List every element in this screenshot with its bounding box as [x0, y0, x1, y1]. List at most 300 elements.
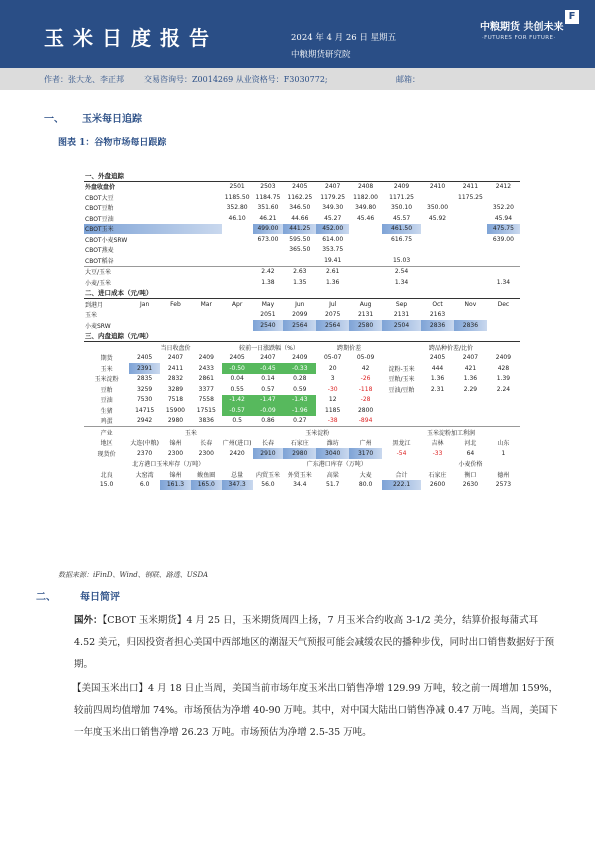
table-cell: 2580 — [349, 320, 382, 331]
table-cell: -28 — [360, 396, 371, 404]
section-header-row — [84, 170, 520, 181]
table-cell — [253, 245, 284, 256]
table-cell — [421, 277, 454, 288]
table-cell: 2835 — [136, 375, 153, 383]
table-cell: 1175.25 — [458, 193, 483, 201]
column-header: May — [261, 300, 275, 308]
table-cell — [454, 405, 487, 416]
table-cell: -118 — [358, 385, 373, 393]
tracking-table — [84, 170, 520, 490]
report-date: 2024 年 4 月 26 日 星期五 — [291, 33, 397, 43]
column-header: Oct — [432, 300, 443, 308]
table-cell: -30 — [327, 385, 338, 393]
table-cell: 444 — [431, 364, 444, 372]
table-cell: CBOT大豆 — [85, 194, 114, 202]
table-cell: 349.80 — [355, 204, 377, 212]
table-cell: 2564 — [316, 320, 349, 331]
group-header: 玉米淀粉加工利润 — [382, 427, 520, 438]
table-row — [84, 416, 520, 427]
table-cell: 小麦SRW — [85, 322, 111, 330]
section-title: 玉米每日追踪 — [82, 114, 142, 125]
table-cell — [487, 310, 520, 321]
table-cell: 3170 — [349, 448, 382, 459]
table-cell: 2300 — [198, 449, 214, 457]
column-header — [382, 353, 421, 364]
column-header: 吉林 — [431, 440, 444, 448]
table-cell: 2.31 — [430, 385, 445, 393]
table-cell: -1.42 — [222, 395, 253, 406]
table-cell: 1.38 — [261, 278, 275, 286]
column-header: 2503 — [260, 183, 276, 191]
table-cell — [454, 203, 487, 214]
column-header: 2409 — [495, 354, 512, 362]
table-cell — [84, 342, 129, 353]
column-header: 2501 — [229, 183, 245, 191]
table-cell: 0.57 — [261, 385, 275, 393]
column-header: 期货 — [100, 355, 113, 363]
table-row — [84, 277, 520, 288]
table-cell: 0.27 — [293, 417, 307, 425]
table-cell: CBOT玉米 — [84, 224, 222, 235]
table-cell — [454, 416, 487, 427]
table-cell: 461.50 — [382, 224, 421, 235]
table-cell: CBOT豆油 — [85, 215, 114, 223]
column-header: Aug — [359, 300, 372, 308]
table-cell: 2573 — [495, 481, 512, 489]
table-cell: CBOT小麦SRW — [85, 236, 128, 244]
table-cell — [421, 245, 454, 256]
section-header-row — [84, 288, 520, 299]
table-cell: 3289 — [167, 385, 184, 393]
table-row — [84, 320, 520, 331]
table-cell — [421, 224, 454, 235]
table-cell: 616.75 — [391, 235, 413, 243]
table-row — [84, 310, 520, 321]
table-row — [84, 234, 520, 245]
section-heading-1 — [44, 110, 142, 125]
table-cell: 45.27 — [324, 214, 342, 222]
table-cell — [454, 245, 487, 256]
table-cell: 352.20 — [492, 204, 514, 212]
table-cell — [454, 310, 487, 321]
table-cell: 2420 — [229, 449, 245, 457]
column-header: 2409 — [292, 354, 308, 362]
table-cell — [454, 277, 487, 288]
table-cell: 1.34 — [496, 278, 511, 286]
column-header: 2405 — [229, 354, 245, 362]
column-header: 2411 — [462, 183, 479, 191]
column-header: 2407 — [260, 354, 276, 362]
table-cell: 产业 — [84, 427, 129, 438]
column-header: Feb — [170, 300, 181, 308]
table-cell — [487, 192, 520, 203]
table-cell: 3259 — [136, 385, 153, 393]
table-cell: 1.36 — [326, 278, 340, 286]
table-row — [84, 266, 520, 277]
table-row — [84, 374, 520, 385]
table-cell: -38 — [327, 417, 338, 425]
table-cell: 7558 — [198, 396, 214, 404]
table-cell: 1.34 — [394, 278, 409, 286]
table-cell — [421, 405, 454, 416]
group-header-row — [84, 459, 520, 470]
header-row — [84, 353, 520, 364]
table-cell: 2051 — [260, 311, 276, 319]
table-cell: 165.0 — [191, 480, 222, 491]
table-cell: 2942 — [136, 417, 153, 425]
table-cell: 1.36 — [463, 375, 478, 383]
table-cell — [222, 224, 253, 235]
group-header: 跨期价差 — [337, 344, 362, 352]
table-cell: 2433 — [198, 364, 214, 372]
table-cell — [421, 234, 454, 245]
table-cell: 1185.50 — [224, 193, 250, 201]
column-header: 到港月 — [85, 301, 104, 309]
table-cell — [349, 266, 382, 277]
table-cell — [349, 224, 382, 235]
column-header: 锦州 — [169, 471, 182, 479]
table-cell: 45.46 — [356, 214, 375, 222]
column-header: 总量 — [231, 471, 244, 479]
section-header: 三、内盘追踪（元/吨） — [84, 331, 520, 342]
table-cell: 2.24 — [496, 385, 511, 393]
table-cell: 346.50 — [289, 204, 311, 212]
table-cell: -0.45 — [253, 363, 284, 374]
table-cell: 595.50 — [289, 235, 311, 243]
table-cell: 淀粉-玉米 — [388, 365, 415, 373]
table-cell — [454, 224, 487, 235]
column-header: Jan — [140, 300, 150, 308]
report-title: 玉米日度报告 — [44, 26, 218, 50]
table-cell: 2099 — [292, 311, 308, 319]
table-cell: -33 — [432, 449, 443, 457]
table-cell: 1182.00 — [353, 193, 378, 201]
column-header: 2407 — [462, 354, 479, 362]
table-cell: 44.66 — [291, 214, 309, 222]
table-cell: 2.42 — [253, 266, 284, 277]
table-cell: 421 — [464, 364, 477, 372]
table-cell — [160, 310, 191, 321]
table-cell: 0.59 — [293, 385, 307, 393]
column-header: Apr — [231, 300, 243, 308]
table-cell — [382, 245, 421, 256]
table-cell — [421, 255, 454, 266]
table-cell: 45.92 — [428, 214, 447, 222]
column-header: 广州 — [359, 440, 372, 448]
column-header: Sep — [395, 300, 408, 308]
table-cell: 2075 — [325, 311, 341, 319]
table-cell — [222, 266, 253, 277]
column-header: 北良 — [100, 471, 113, 479]
section-header-row — [84, 331, 520, 342]
table-cell: 499.00 — [253, 224, 284, 235]
table-cell: 2836 — [421, 320, 454, 331]
section-number: 一、 — [44, 114, 64, 125]
table-cell: 351.60 — [257, 204, 279, 212]
table-cell: -894 — [358, 417, 373, 425]
section-number: 二、 — [36, 592, 56, 603]
table-cell: 3 — [330, 375, 335, 383]
header-banner — [0, 0, 595, 68]
table-cell: 14715 — [135, 406, 155, 414]
table-cell: 0.14 — [261, 375, 275, 383]
column-header: 广州(进口) — [222, 440, 252, 448]
table-cell: 2630 — [462, 481, 479, 489]
table-row — [84, 203, 520, 214]
table-cell: 2564 — [283, 320, 316, 331]
institute-name: 中粮期货研究院 — [291, 50, 351, 60]
table-row — [84, 395, 520, 406]
table-cell: 豆粕/玉米 — [388, 376, 415, 384]
column-header: 2409 — [198, 354, 214, 362]
paragraph-label: 国外： — [74, 615, 103, 626]
table-cell: 347.3 — [222, 480, 253, 491]
table-cell — [222, 320, 253, 331]
column-header: 2405 — [429, 354, 446, 362]
table-cell: 玉米淀粉 — [94, 376, 119, 384]
section-title: 每日简评 — [80, 592, 120, 603]
table-cell: 玉米 — [100, 365, 113, 373]
table-cell: 1 — [501, 449, 506, 457]
table-cell — [421, 395, 454, 406]
table-cell: 2800 — [357, 406, 374, 414]
column-header: Nov — [464, 300, 477, 308]
column-header: Jul — [329, 300, 337, 308]
column-header: 大连(中粮) — [130, 440, 159, 448]
table-cell — [454, 234, 487, 245]
table-cell — [382, 405, 421, 416]
table-cell: CBOT稻谷 — [85, 257, 114, 265]
table-cell: CBOT燕麦 — [85, 247, 114, 255]
table-cell: 豆油 — [100, 397, 113, 405]
table-cell: 2131 — [393, 311, 410, 319]
column-header: 2405 — [292, 183, 308, 191]
group-header-row — [84, 342, 520, 353]
table-cell: 0.28 — [293, 375, 307, 383]
logo-mark-icon: F — [565, 10, 579, 24]
table-cell: 2391 — [129, 363, 160, 374]
section-header: 一、外盘追踪 — [84, 170, 520, 181]
table-cell — [191, 320, 222, 331]
table-row — [84, 245, 520, 256]
table-cell: 7530 — [136, 396, 153, 404]
table-row — [84, 480, 520, 491]
table-cell: 3040 — [316, 448, 349, 459]
table-cell — [222, 277, 253, 288]
table-cell: 452.00 — [316, 224, 349, 235]
column-header: 外贸玉米 — [287, 471, 312, 479]
table-cell: 0.86 — [261, 417, 275, 425]
table-cell: -1.47 — [253, 395, 284, 406]
table-cell — [421, 266, 454, 277]
company-slogan: ·FUTURES FOR FUTURE· — [482, 35, 556, 41]
table-cell: 56.0 — [261, 481, 275, 489]
table-cell: 1184.75 — [255, 193, 281, 201]
table-cell: 365.50 — [289, 246, 311, 254]
table-cell: 222.1 — [382, 480, 421, 491]
table-cell: 15.0 — [99, 481, 114, 489]
header-row — [84, 181, 520, 192]
table-cell: 34.4 — [293, 481, 307, 489]
table-cell: 2.29 — [463, 385, 478, 393]
table-cell: 豆粕 — [100, 386, 113, 394]
column-header: 合计 — [395, 471, 408, 479]
column-header: 黑龙江 — [392, 440, 411, 448]
table-cell — [454, 255, 487, 266]
table-cell: 15.03 — [392, 256, 411, 264]
table-cell: -0.09 — [253, 405, 284, 416]
table-cell: 1.39 — [496, 375, 511, 383]
table-cell: 475.75 — [487, 224, 520, 235]
table-cell: 353.75 — [322, 246, 344, 254]
table-cell: 428 — [497, 364, 510, 372]
table-cell: 鸡蛋 — [100, 418, 113, 426]
table-cell: 17515 — [196, 406, 216, 414]
table-cell: 42 — [361, 364, 370, 372]
table-cell: -0.33 — [283, 363, 316, 374]
table-cell: 生猪 — [100, 407, 113, 415]
author-bar — [0, 68, 595, 90]
table-cell: 玉米 — [85, 312, 98, 320]
table-cell — [253, 255, 284, 266]
column-header: 锦州 — [169, 440, 182, 448]
table-cell: 2.63 — [283, 266, 316, 277]
column-header: 高粱 — [326, 471, 339, 479]
table-cell: 3377 — [198, 385, 214, 393]
table-cell: 2131 — [357, 311, 374, 319]
table-cell — [487, 266, 520, 277]
table-row — [84, 255, 520, 266]
table-cell — [421, 416, 454, 427]
table-cell — [454, 395, 487, 406]
table-cell: 6.0 — [139, 481, 150, 489]
group-header: 小麦价格 — [458, 461, 483, 469]
table-cell — [129, 320, 160, 331]
table-cell: -26 — [360, 375, 371, 383]
table-cell: 2980 — [167, 417, 184, 425]
table-cell: -1.96 — [283, 405, 316, 416]
table-cell: 3836 — [198, 417, 214, 425]
column-header: 石家庄 — [290, 440, 309, 448]
table-cell: 639.00 — [492, 235, 514, 243]
table-row — [84, 213, 520, 224]
group-header: 玉米 — [129, 427, 252, 438]
table-cell: 1162.25 — [287, 193, 313, 201]
group-header-row — [84, 427, 520, 438]
table-cell: 0.04 — [230, 375, 244, 383]
comment-paragraph-2 — [74, 678, 559, 744]
column-header: 衡口 — [464, 471, 477, 479]
table-cell: 1179.25 — [320, 193, 346, 201]
table-cell: 51.7 — [326, 481, 340, 489]
table-cell: -0.57 — [222, 405, 253, 416]
comment-paragraph-1 — [74, 610, 559, 676]
table-cell — [160, 320, 191, 331]
column-header: 2409 — [393, 183, 410, 191]
column-header: 2412 — [495, 183, 512, 191]
column-header: Jun — [295, 300, 305, 308]
table-cell — [222, 245, 253, 256]
column-header: Mar — [200, 300, 212, 308]
column-header: 石家庄 — [428, 471, 447, 479]
column-header: 05-09 — [356, 354, 375, 362]
group-header: 玉米淀粉 — [253, 427, 383, 438]
table-cell: 349.30 — [322, 204, 344, 212]
table-cell: 45.94 — [494, 214, 513, 222]
table-cell — [454, 213, 487, 224]
table-cell: 2411 — [167, 364, 184, 372]
column-header: 潍坊 — [326, 440, 339, 448]
table-cell — [129, 310, 160, 321]
table-row — [84, 384, 520, 395]
table-row — [84, 448, 520, 459]
table-cell: 614.00 — [322, 235, 344, 243]
table-cell — [222, 234, 253, 245]
table-cell — [487, 255, 520, 266]
table-cell: 20 — [328, 364, 337, 372]
table-cell — [487, 416, 520, 427]
group-header: 当日收盘价 — [160, 344, 191, 352]
table-cell — [487, 405, 520, 416]
table-cell: 46.21 — [259, 214, 277, 222]
table-row — [84, 224, 520, 235]
market-tracking-table — [84, 170, 520, 552]
paragraph-text: 【美国玉米出口】4 月 18 日止当周，美国当前市场年度玉米出口销售净增 129.99 万吨，较之前一周增加 159%，较前四周均值增加 74%。市场预估为净增 40-90 万吨。其中，对中国大陆出口销售净减 0.47 万吨。当周，美国下一年度玉米出口销售净增 26.23 万吨。市场预估为净增 2.5-35 万吨。 — [72, 683, 559, 738]
table-cell: 350.00 — [427, 204, 449, 212]
table-cell: 2370 — [136, 449, 153, 457]
table-cell: 80.0 — [358, 481, 373, 489]
table-cell: 0.5 — [232, 417, 242, 425]
license-number: 交易咨询号：Z0014269 从业资格号：F3030772; — [144, 75, 328, 84]
table-cell: 0.55 — [230, 385, 244, 393]
column-header: 2407 — [325, 183, 341, 191]
column-header: 山东 — [497, 440, 510, 448]
email-label: 邮箱： — [396, 75, 420, 84]
column-header: 德州 — [497, 471, 510, 479]
table-cell: 2540 — [253, 320, 284, 331]
header-row — [84, 438, 520, 449]
table-cell: 45.57 — [392, 214, 411, 222]
table-cell: CBOT豆粕 — [85, 205, 114, 213]
table-cell — [349, 255, 382, 266]
group-header: 跨品种价差/比价 — [429, 344, 474, 352]
table-cell: 2300 — [167, 449, 184, 457]
table-cell — [222, 255, 253, 266]
table-cell: 小麦/玉米 — [85, 279, 112, 287]
column-header: 鲅鱼圈 — [197, 471, 216, 479]
table-cell: 2.61 — [316, 266, 349, 277]
header-row — [84, 469, 520, 480]
section-heading-2 — [36, 588, 120, 603]
table-cell — [349, 245, 382, 256]
paragraph-text: 【CBOT 玉米期货】4 月 25 日，玉米期货周四上扬，7 月玉米合约收高 3-1/2 美分，结算价报每蒲式耳 4.52 美元，归因投资者担心美国中西部地区的潮湿天气预报可能会减缓农民的播种步伐，同时出口销售数据好于预期。 — [74, 615, 555, 670]
table-cell: 现货价 — [97, 450, 116, 458]
table-cell: 673.00 — [257, 235, 279, 243]
table-cell: 1.35 — [293, 278, 307, 286]
column-header: 河北 — [464, 440, 477, 448]
table-cell: 豆油/豆粕 — [388, 386, 415, 394]
column-header: 长春 — [261, 440, 274, 448]
table-cell: 352.80 — [226, 204, 248, 212]
table-row — [84, 192, 520, 203]
table-cell: 1171.25 — [389, 193, 414, 201]
column-header: 大麦 — [359, 471, 372, 479]
table-cell — [382, 416, 421, 427]
table-row — [84, 363, 520, 374]
table-cell: 2.54 — [382, 266, 421, 277]
table-cell: -1.43 — [283, 395, 316, 406]
data-source-note: 数据来源：iFinD、Wind、钢联、路透、USDA — [58, 571, 209, 579]
